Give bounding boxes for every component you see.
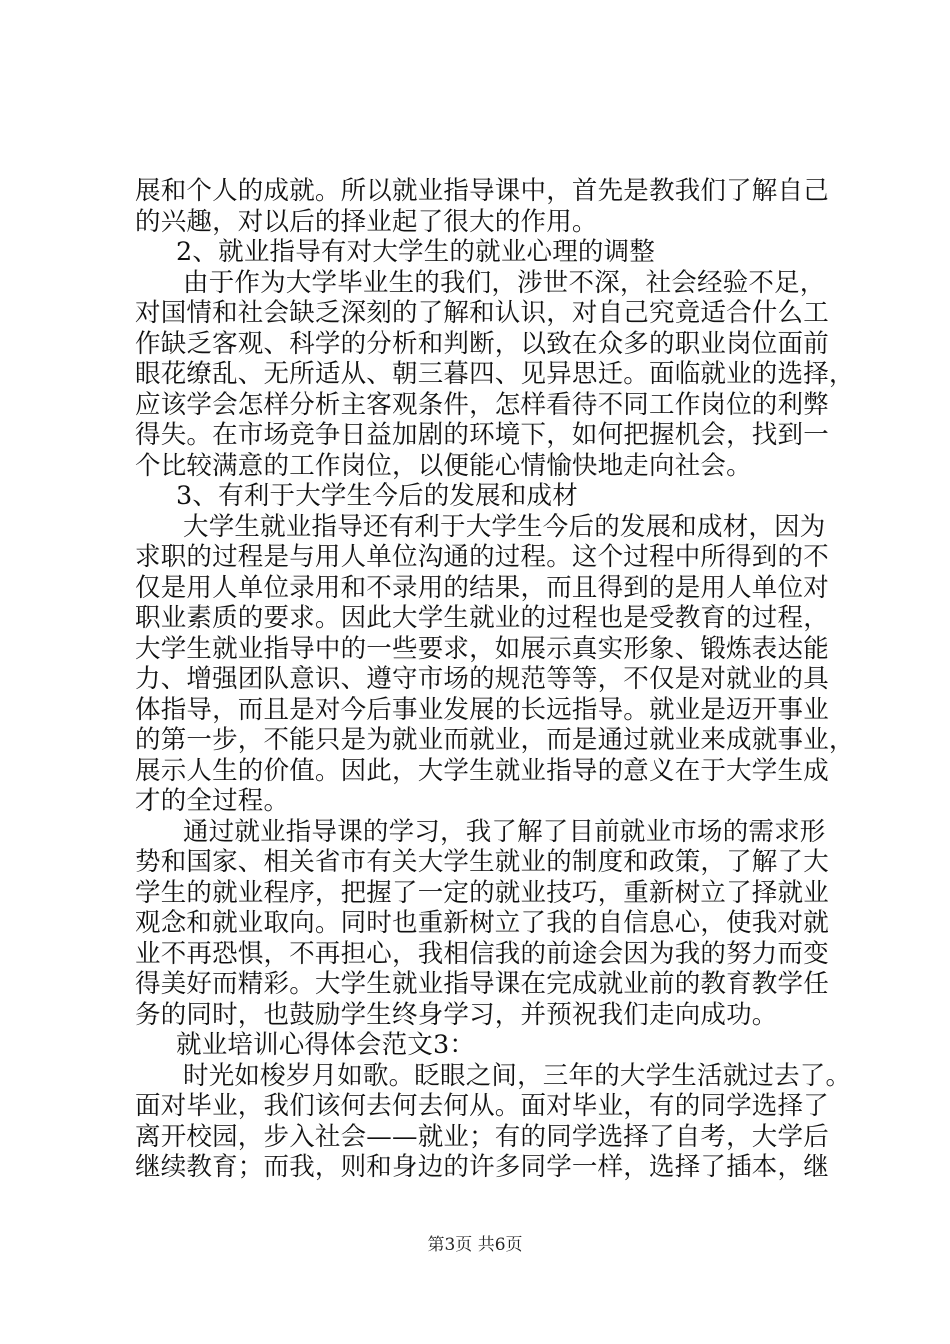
text-line: 作缺乏客观、科学的分析和判断，以致在众多的职业岗位面前 xyxy=(135,329,829,359)
text-line: 对国情和社会缺乏深刻的了解和认识，对自己究竟适合什么工 xyxy=(135,298,829,328)
text-line: 眼花缭乱、无所适从、朝三暮四、见异思迁。面临就业的选择， xyxy=(135,359,855,389)
text-line: 大学生就业指导中的一些要求，如展示真实形象、锻炼表达能 xyxy=(135,634,829,664)
text-line: 应该学会怎样分析主客观条件，怎样看待不同工作岗位的利弊 xyxy=(135,390,829,420)
text-line: 学生的就业程序，把握了一定的就业技巧，重新树立了择就业 xyxy=(135,878,829,908)
section-heading: 就业培训心得体会范文3： xyxy=(176,1030,476,1060)
section-heading: 2、就业指导有对大学生的就业心理的调整 xyxy=(176,237,656,267)
text-line: 才的全过程。 xyxy=(135,786,290,816)
text-line: 得失。在市场竞争日益加剧的环境下，如何把握机会，找到一 xyxy=(135,420,829,450)
text-line: 体指导，而且是对今后事业发展的长远指导。就业是迈开事业 xyxy=(135,695,829,725)
text-line: 势和国家、相关省市有关大学生就业的制度和政策，了解了大 xyxy=(135,847,829,877)
text-line: 的兴趣，对以后的择业起了很大的作用。 xyxy=(135,207,598,237)
section-heading: 3、有利于大学生今后的发展和成材 xyxy=(176,481,578,511)
text-line: 离开校园，步入社会——就业；有的同学选择了自考，大学后 xyxy=(135,1122,829,1152)
text-line: 面对毕业，我们该何去何去何从。面对毕业，有的同学选择了 xyxy=(135,1091,829,1121)
text-line: 力、增强团队意识、遵守市场的规范等等，不仅是对就业的具 xyxy=(135,664,829,694)
text-line: 仅是用人单位录用和不录用的结果，而且得到的是用人单位对 xyxy=(135,573,829,603)
page-footer: 第3页 共6页 xyxy=(427,1235,523,1255)
text-line: 展和个人的成就。所以就业指导课中，首先是教我们了解自己 xyxy=(135,176,829,206)
text-line: 观念和就业取向。同时也重新树立了我的自信息心，使我对就 xyxy=(135,908,829,938)
text-line: 个比较满意的工作岗位，以便能心情愉快地走向社会。 xyxy=(135,451,752,481)
text-line: 时光如梭岁月如歌。眨眼之间，三年的大学生活就过去了。 xyxy=(183,1061,852,1091)
text-line: 继续教育；而我，则和身边的许多同学一样，选择了插本，继 xyxy=(135,1152,829,1182)
text-line: 求职的过程是与用人单位沟通的过程。这个过程中所得到的不 xyxy=(135,542,829,572)
text-line: 务的同时，也鼓励学生终身学习，并预祝我们走向成功。 xyxy=(135,1000,778,1030)
text-line: 通过就业指导课的学习，我了解了目前就业市场的需求形 xyxy=(183,817,826,847)
text-line: 职业素质的要求。因此大学生就业的过程也是受教育的过程， xyxy=(135,603,829,633)
text-line: 大学生就业指导还有利于大学生今后的发展和成材，因为 xyxy=(183,512,826,542)
text-line: 展示人生的价值。因此，大学生就业指导的意义在于大学生成 xyxy=(135,756,829,786)
text-line: 由于作为大学毕业生的我们，涉世不深，社会经验不足， xyxy=(183,268,826,298)
text-line: 得美好而精彩。大学生就业指导课在完成就业前的教育教学任 xyxy=(135,969,829,999)
text-line: 业不再恐惧，不再担心，我相信我的前途会因为我的努力而变 xyxy=(135,939,829,969)
text-line: 的第一步，不能只是为就业而就业，而是通过就业来成就事业， xyxy=(135,725,855,755)
